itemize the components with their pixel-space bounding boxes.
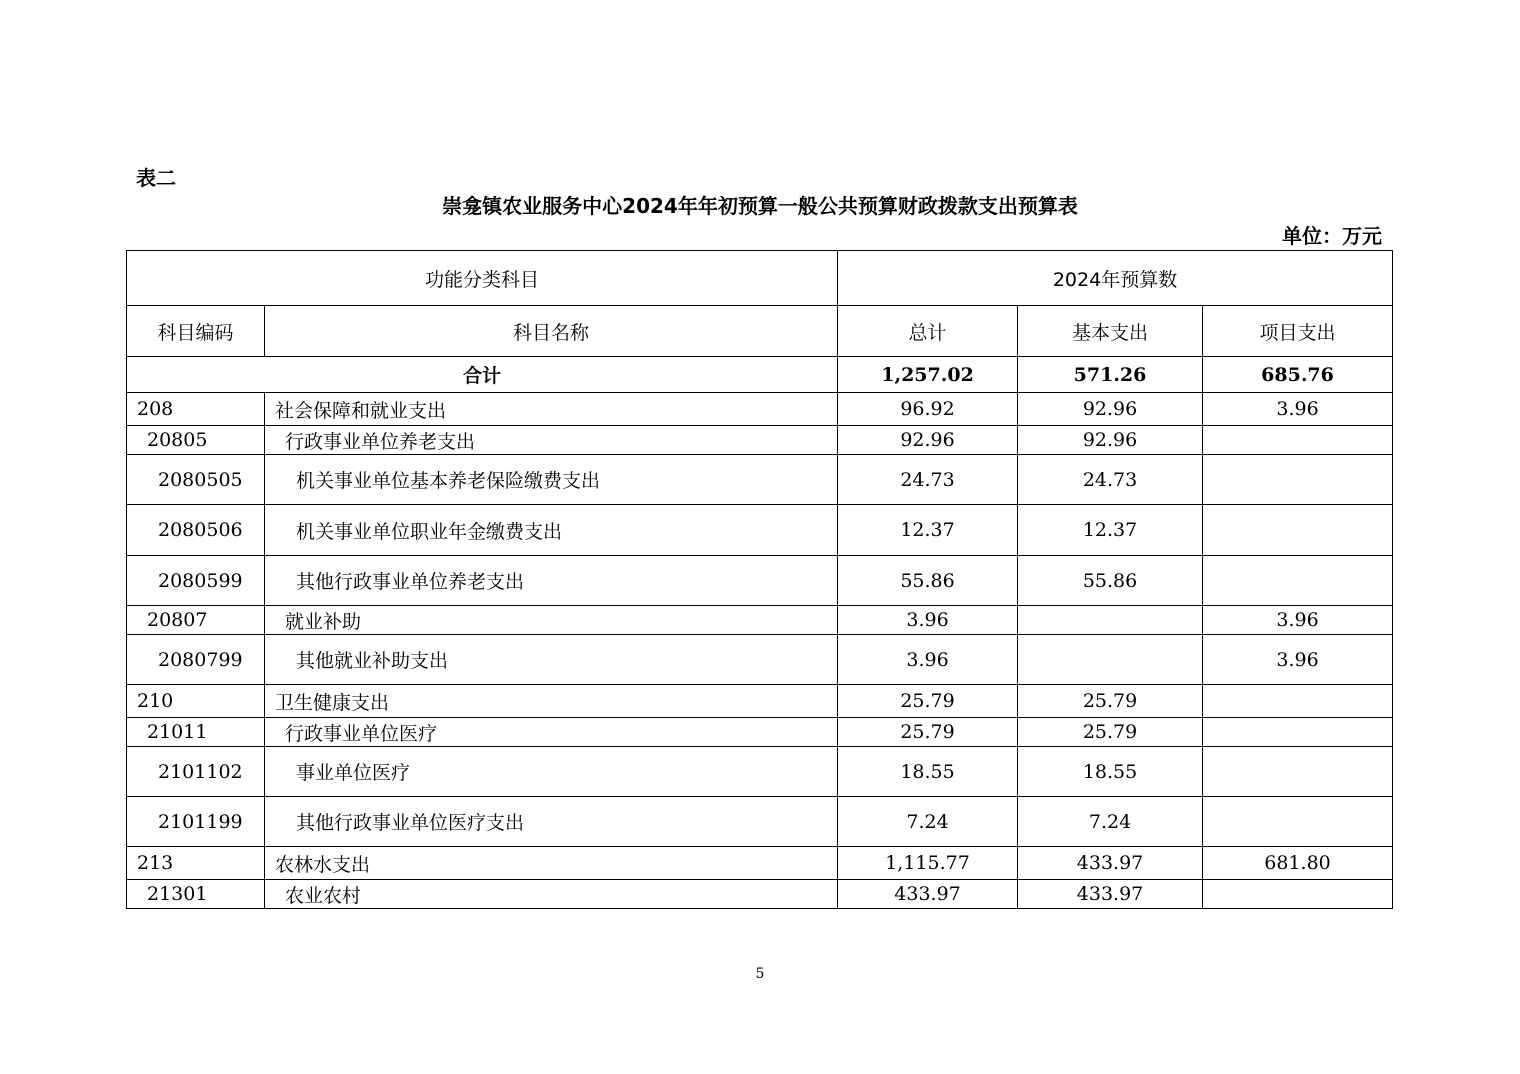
table-row <box>127 685 1393 718</box>
row-project <box>1203 455 1393 505</box>
header-functional-classification: 功能分类科目 <box>127 251 838 306</box>
table-row <box>127 847 1393 880</box>
row-name: 农业农村 <box>265 880 838 909</box>
row-basic: 12.37 <box>1018 505 1203 556</box>
header-project-expenditure: 项目支出 <box>1203 306 1393 357</box>
row-total: 92.96 <box>838 426 1018 455</box>
row-code: 2080505 <box>127 455 265 505</box>
table-row <box>127 606 1393 635</box>
row-code: 2101199 <box>127 797 265 847</box>
row-project: 3.96 <box>1203 635 1393 685</box>
total-basic: 571.26 <box>1018 357 1203 393</box>
row-basic: 55.86 <box>1018 556 1203 606</box>
document-title: 崇龛镇农业服务中心2024年年初预算一般公共预算财政拨款支出预算表 <box>442 194 1078 218</box>
row-total: 3.96 <box>838 606 1018 635</box>
row-code: 20805 <box>127 426 265 455</box>
header-budget-2024: 2024年预算数 <box>838 251 1393 306</box>
row-basic: 92.96 <box>1018 393 1203 426</box>
row-name: 机关事业单位职业年金缴费支出 <box>265 505 838 556</box>
row-total: 18.55 <box>838 747 1018 797</box>
row-code: 20807 <box>127 606 265 635</box>
row-name: 就业补助 <box>265 606 838 635</box>
row-total: 12.37 <box>838 505 1018 556</box>
header-subject-code: 科目编码 <box>127 306 265 357</box>
row-project <box>1203 426 1393 455</box>
row-code: 2101102 <box>127 747 265 797</box>
row-basic: 25.79 <box>1018 718 1203 747</box>
row-basic: 7.24 <box>1018 797 1203 847</box>
total-amount: 1,257.02 <box>838 357 1018 393</box>
row-code: 210 <box>127 685 265 718</box>
row-basic: 25.79 <box>1018 685 1203 718</box>
row-name: 其他就业补助支出 <box>265 635 838 685</box>
header-total: 总计 <box>838 306 1018 357</box>
budget-table <box>126 250 1393 909</box>
row-total: 25.79 <box>838 718 1018 747</box>
row-project <box>1203 685 1393 718</box>
row-total: 55.86 <box>838 556 1018 606</box>
table-row <box>127 747 1393 797</box>
table-row <box>127 455 1393 505</box>
table-row <box>127 718 1393 747</box>
row-basic: 24.73 <box>1018 455 1203 505</box>
row-name: 事业单位医疗 <box>265 747 838 797</box>
header-basic-expenditure: 基本支出 <box>1018 306 1203 357</box>
row-name: 其他行政事业单位养老支出 <box>265 556 838 606</box>
row-name: 卫生健康支出 <box>265 685 838 718</box>
row-project <box>1203 718 1393 747</box>
total-project: 685.76 <box>1203 357 1393 393</box>
row-total: 24.73 <box>838 455 1018 505</box>
row-total: 25.79 <box>838 685 1018 718</box>
row-project <box>1203 797 1393 847</box>
row-code: 2080599 <box>127 556 265 606</box>
row-project <box>1203 880 1393 909</box>
header-subject-name: 科目名称 <box>265 306 838 357</box>
table-row <box>127 505 1393 556</box>
row-total: 1,115.77 <box>838 847 1018 880</box>
row-total: 3.96 <box>838 635 1018 685</box>
row-project <box>1203 556 1393 606</box>
header-row-columns <box>127 306 1393 357</box>
row-name: 农林水支出 <box>265 847 838 880</box>
row-code: 2080506 <box>127 505 265 556</box>
table-row <box>127 880 1393 909</box>
row-project: 681.80 <box>1203 847 1393 880</box>
row-basic <box>1018 635 1203 685</box>
row-project: 3.96 <box>1203 606 1393 635</box>
row-code: 21301 <box>127 880 265 909</box>
table-row <box>127 635 1393 685</box>
row-name: 其他行政事业单位医疗支出 <box>265 797 838 847</box>
row-basic: 92.96 <box>1018 426 1203 455</box>
row-name: 行政事业单位养老支出 <box>265 426 838 455</box>
table-label: 表二 <box>136 166 176 190</box>
row-basic: 433.97 <box>1018 847 1203 880</box>
row-project <box>1203 505 1393 556</box>
row-total: 96.92 <box>838 393 1018 426</box>
row-name: 社会保障和就业支出 <box>265 393 838 426</box>
unit-label: 单位：万元 <box>1282 224 1382 248</box>
row-code: 213 <box>127 847 265 880</box>
row-project: 3.96 <box>1203 393 1393 426</box>
row-basic <box>1018 606 1203 635</box>
row-code: 208 <box>127 393 265 426</box>
row-total: 433.97 <box>838 880 1018 909</box>
row-basic: 18.55 <box>1018 747 1203 797</box>
total-row <box>127 357 1393 393</box>
row-code: 2080799 <box>127 635 265 685</box>
row-code: 21011 <box>127 718 265 747</box>
row-name: 机关事业单位基本养老保险缴费支出 <box>265 455 838 505</box>
row-total: 7.24 <box>838 797 1018 847</box>
table-row <box>127 393 1393 426</box>
header-row-group <box>127 251 1393 306</box>
table-row <box>127 426 1393 455</box>
row-project <box>1203 747 1393 797</box>
table-row <box>127 556 1393 606</box>
row-name: 行政事业单位医疗 <box>265 718 838 747</box>
table-row <box>127 797 1393 847</box>
row-basic: 433.97 <box>1018 880 1203 909</box>
total-label: 合计 <box>127 357 838 393</box>
table-body <box>127 251 1393 909</box>
page-number: 5 <box>755 966 765 982</box>
